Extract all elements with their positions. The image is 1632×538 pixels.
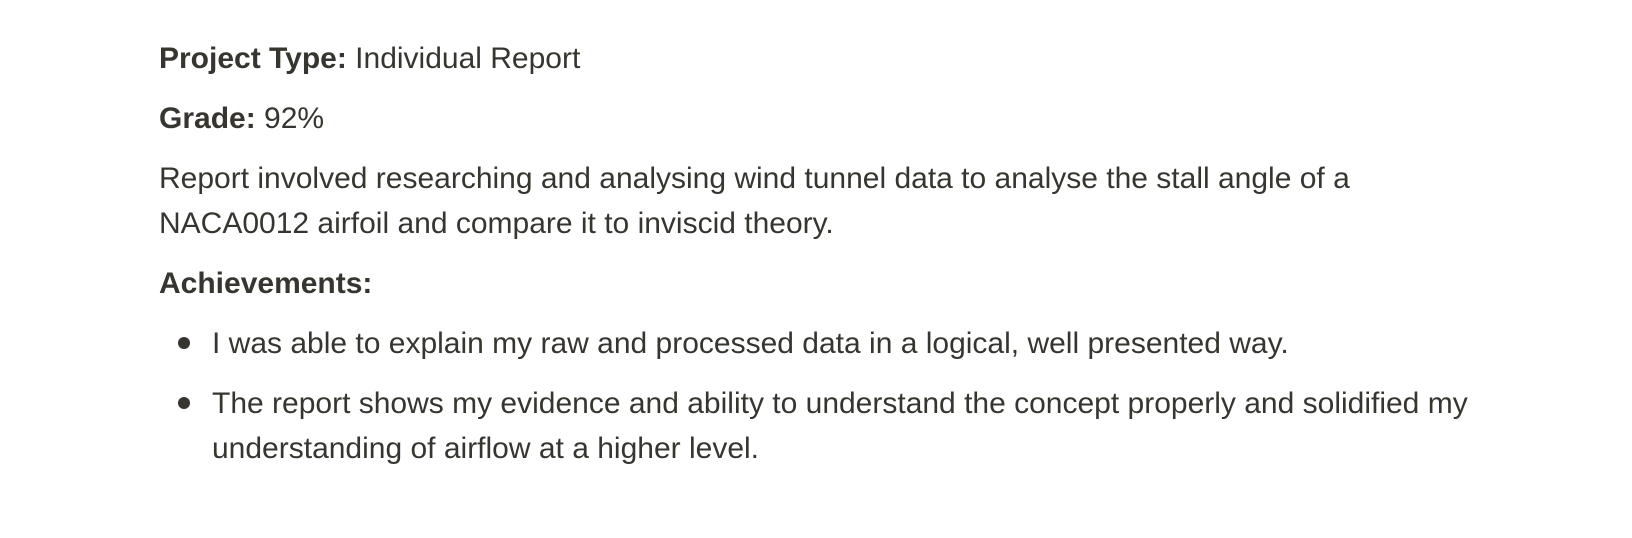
achievements-label: Achievements: <box>159 267 373 300</box>
grade-value: 92% <box>264 102 325 135</box>
achievement-text: I was able to explain my raw and processed data in a logical, well presented way. <box>212 327 1289 360</box>
project-type-line <box>159 36 1479 81</box>
grade-line <box>159 96 1479 141</box>
bullet-icon <box>178 337 190 349</box>
achievement-text: The report shows my evidence and ability to understand the concept properly and solidified my understanding of airflow at a higher level. <box>212 387 1468 465</box>
project-type-label: Project Type: <box>159 42 347 75</box>
bullet-icon <box>178 397 190 409</box>
achievement-item <box>159 321 1479 366</box>
achievements-heading <box>159 261 1479 306</box>
project-details <box>159 36 1479 486</box>
grade-label: Grade: <box>159 102 256 135</box>
achievements-list <box>159 321 1479 471</box>
project-description: Report involved researching and analysing wind tunnel data to analyse the stall angle of a NACA0012 airfoil and compare it to inviscid theory. <box>159 162 1350 240</box>
achievement-item <box>159 381 1479 471</box>
project-type-value: Individual Report <box>355 42 581 75</box>
